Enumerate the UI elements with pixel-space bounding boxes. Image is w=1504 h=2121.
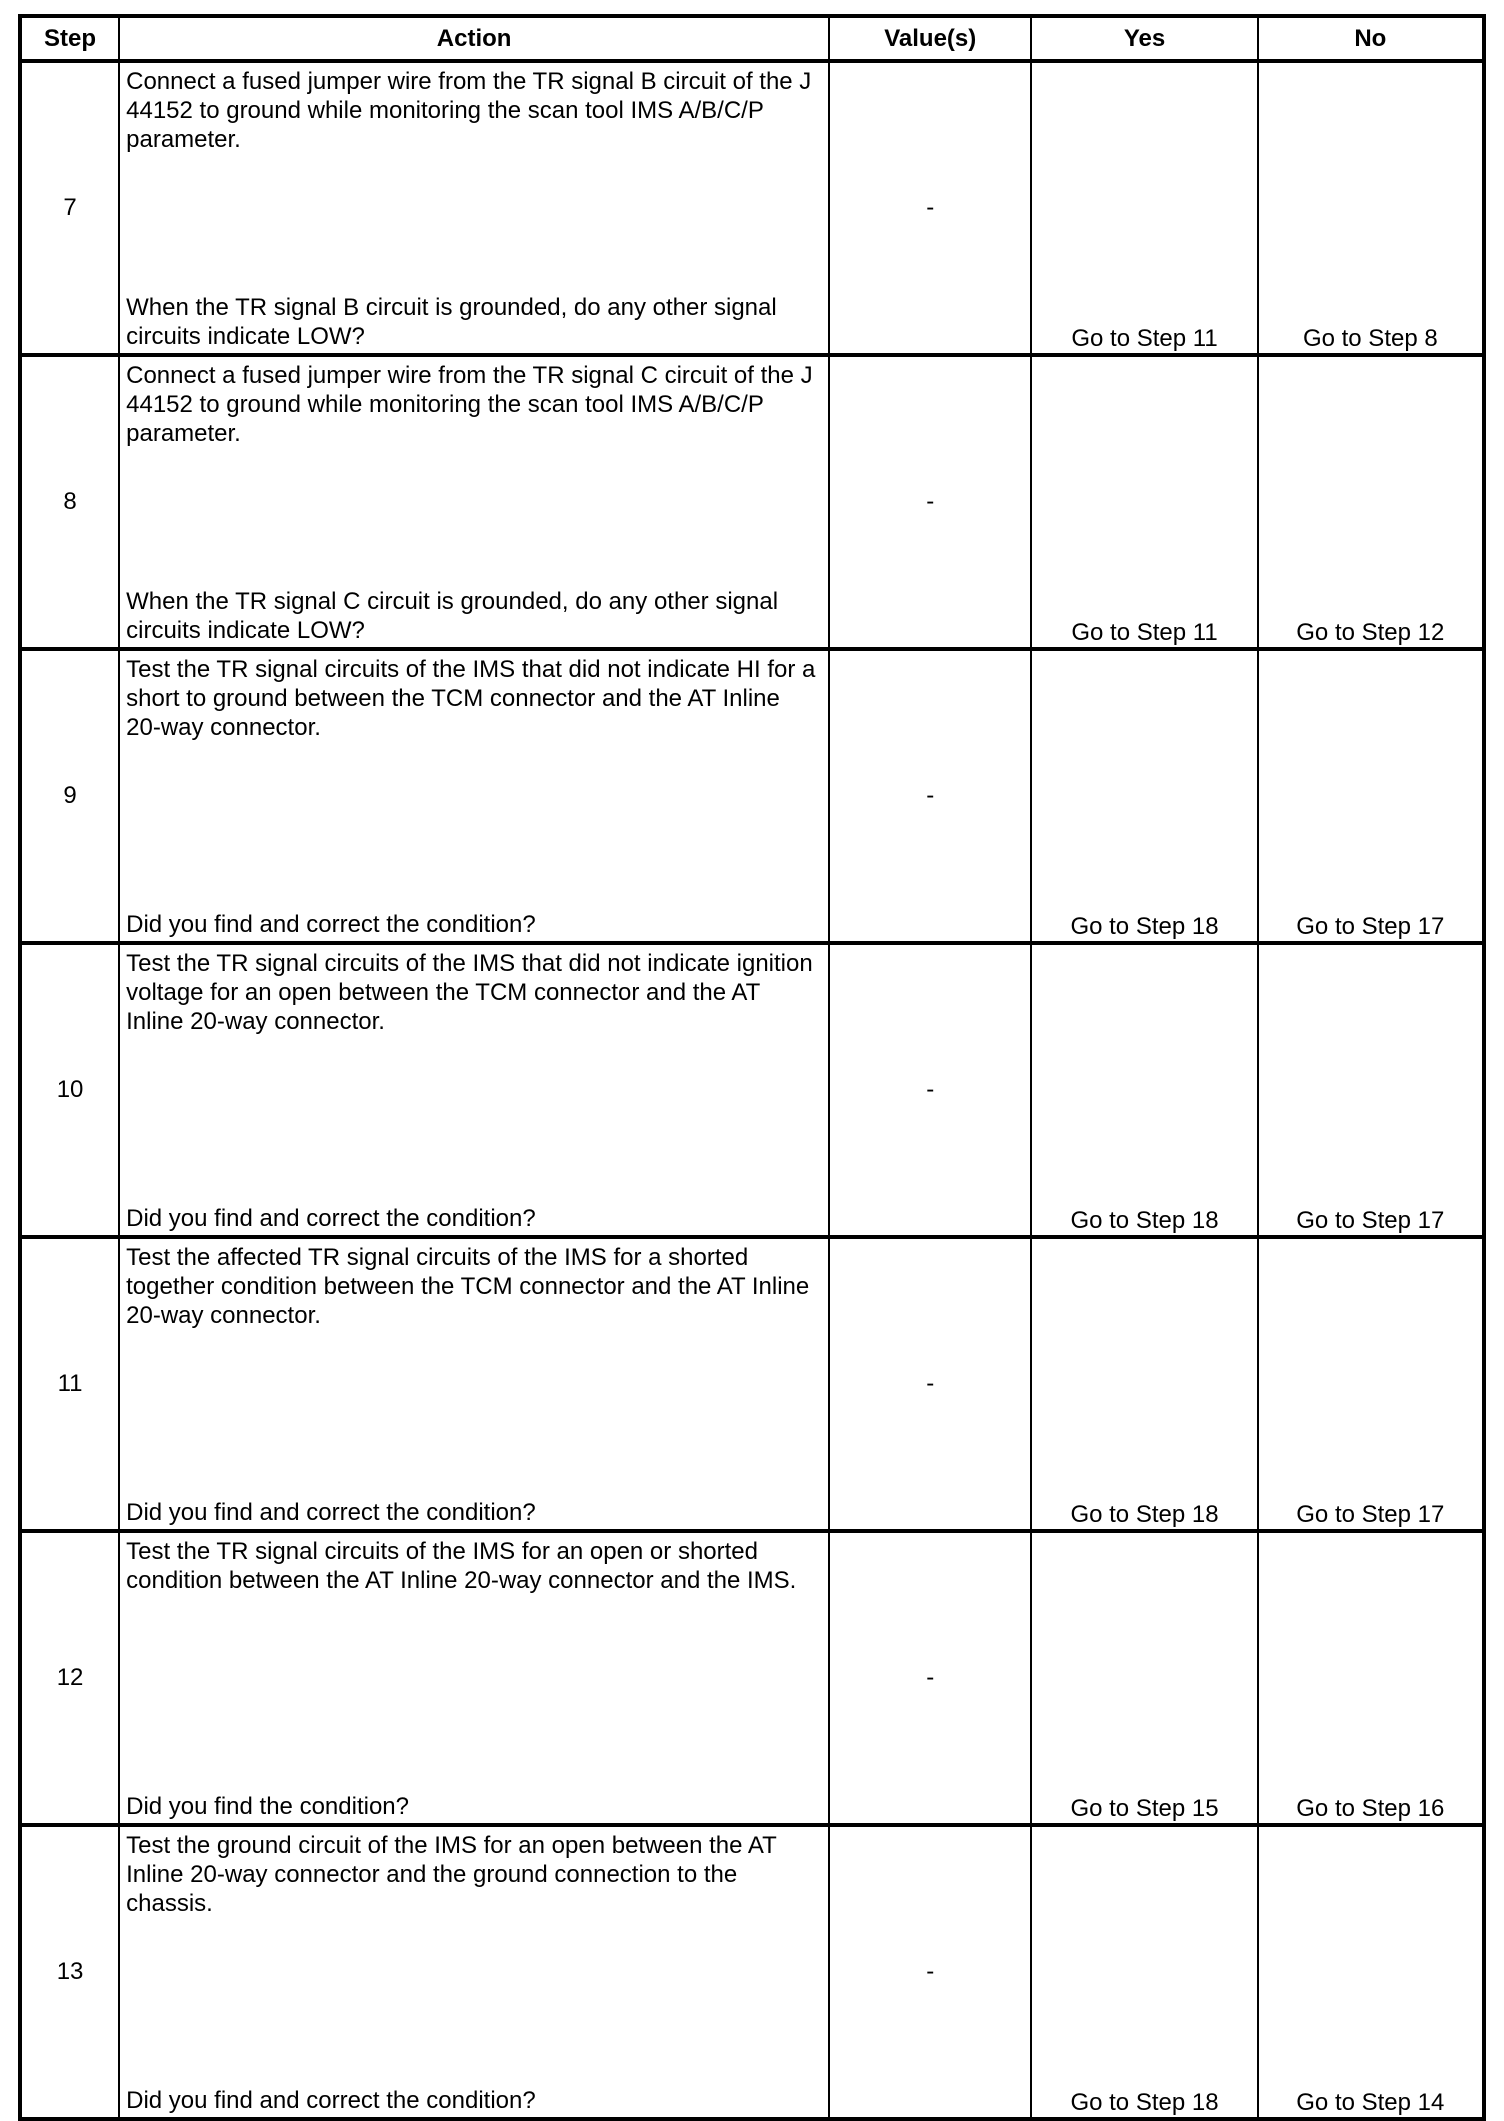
no-goto: Go to Step 8 xyxy=(1258,61,1484,355)
action-instruction: Test the TR signal circuits of the IMS that did not indicate ignition voltage for an open between the TCM connector and the AT Inline 20-way connector. xyxy=(126,950,813,1035)
table-row xyxy=(20,61,1484,355)
step-number: 7 xyxy=(20,61,119,355)
action-question: Did you find and correct the condition? xyxy=(126,2087,536,2114)
yes-goto: Go to Step 18 xyxy=(1031,943,1257,1237)
no-goto: Go to Step 17 xyxy=(1258,649,1484,943)
header-values: Value(s) xyxy=(829,16,1031,61)
action-cell xyxy=(119,61,829,355)
action-instruction: Test the TR signal circuits of the IMS that did not indicate HI for a short to ground between the TCM connector and the AT Inline 20-way connector. xyxy=(126,656,816,741)
yes-goto: Go to Step 18 xyxy=(1031,1237,1257,1531)
action-question: Did you find and correct the condition? xyxy=(126,1205,536,1232)
action-question: When the TR signal C circuit is grounded, do any other signal circuits indicate LOW? xyxy=(126,588,779,644)
no-goto: Go to Step 16 xyxy=(1258,1531,1484,1825)
value-cell: - xyxy=(829,1825,1031,2119)
action-question: Did you find and correct the condition? xyxy=(126,911,536,938)
table-row xyxy=(20,1531,1484,1825)
yes-goto: Go to Step 11 xyxy=(1031,355,1257,649)
step-number: 8 xyxy=(20,355,119,649)
no-goto: Go to Step 14 xyxy=(1258,1825,1484,2119)
no-goto: Go to Step 17 xyxy=(1258,1237,1484,1531)
table-row xyxy=(20,355,1484,649)
table-row xyxy=(20,1825,1484,2119)
value-cell: - xyxy=(829,355,1031,649)
yes-goto: Go to Step 15 xyxy=(1031,1531,1257,1825)
action-question: When the TR signal B circuit is grounded, do any other signal circuits indicate LOW? xyxy=(126,294,777,350)
action-cell xyxy=(119,943,829,1237)
value-cell: - xyxy=(829,61,1031,355)
header-no: No xyxy=(1258,16,1484,61)
table-row xyxy=(20,1237,1484,1531)
value-cell: - xyxy=(829,1237,1031,1531)
step-number: 10 xyxy=(20,943,119,1237)
table-row xyxy=(20,943,1484,1237)
step-number: 12 xyxy=(20,1531,119,1825)
action-instruction: Connect a fused jumper wire from the TR signal C circuit of the J 44152 to ground while monitoring the scan tool IMS A/B/C/P parameter. xyxy=(126,362,813,447)
action-instruction: Test the ground circuit of the IMS for an open between the AT Inline 20-way connector and the ground connection to the chassis. xyxy=(126,1832,777,1917)
header-yes: Yes xyxy=(1031,16,1257,61)
header-row xyxy=(20,16,1484,61)
header-action: Action xyxy=(119,16,829,61)
action-cell xyxy=(119,1531,829,1825)
yes-goto: Go to Step 11 xyxy=(1031,61,1257,355)
table-row xyxy=(20,649,1484,943)
value-cell: - xyxy=(829,1531,1031,1825)
step-number: 9 xyxy=(20,649,119,943)
value-cell: - xyxy=(829,943,1031,1237)
step-number: 13 xyxy=(20,1825,119,2119)
diagnostic-table xyxy=(18,14,1486,2121)
action-question: Did you find the condition? xyxy=(126,1793,409,1820)
action-cell xyxy=(119,1237,829,1531)
no-goto: Go to Step 17 xyxy=(1258,943,1484,1237)
action-instruction: Test the TR signal circuits of the IMS for an open or shorted condition between the AT Inline 20-way connector and the IMS. xyxy=(126,1538,797,1594)
action-cell xyxy=(119,355,829,649)
no-goto: Go to Step 12 xyxy=(1258,355,1484,649)
action-question: Did you find and correct the condition? xyxy=(126,1499,536,1526)
action-cell xyxy=(119,1825,829,2119)
action-cell xyxy=(119,649,829,943)
action-instruction: Test the affected TR signal circuits of the IMS for a shorted together condition between the TCM connector and the AT Inline 20-way connector. xyxy=(126,1244,810,1329)
header-step: Step xyxy=(20,16,119,61)
value-cell: - xyxy=(829,649,1031,943)
action-instruction: Connect a fused jumper wire from the TR signal B circuit of the J 44152 to ground while monitoring the scan tool IMS A/B/C/P parameter. xyxy=(126,68,812,153)
yes-goto: Go to Step 18 xyxy=(1031,1825,1257,2119)
step-number: 11 xyxy=(20,1237,119,1531)
yes-goto: Go to Step 18 xyxy=(1031,649,1257,943)
